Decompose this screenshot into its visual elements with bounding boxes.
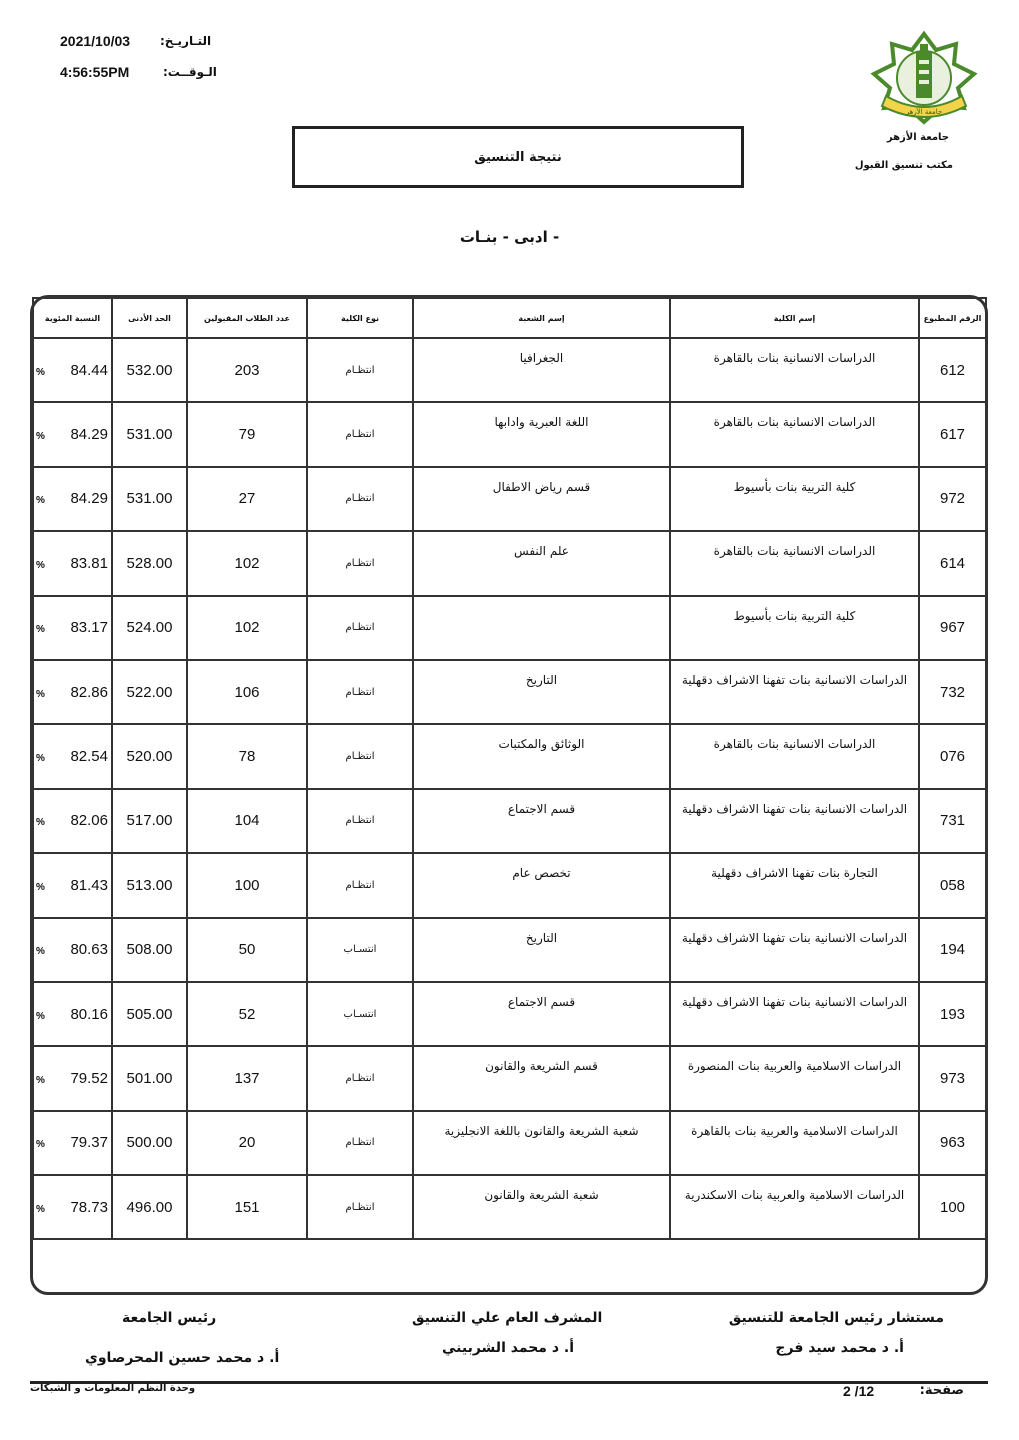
cell-college-name: الدراسات الانسانية بنات بالقاهرة (670, 338, 919, 402)
header-percentage: النسبة المئوية (33, 298, 112, 338)
table-row (33, 1175, 986, 1239)
office-name: مكتب تنسيق القبول (854, 160, 953, 171)
cell-college-name: الدراسات الانسانية بنات تفهنا الاشراف دقهلية (670, 660, 919, 724)
percentage-value: 80.16 (70, 1005, 108, 1023)
cell-college-name: الدراسات الانسانية بنات تفهنا الاشراف دقهلية (670, 918, 919, 982)
page-number: 2 /12 (843, 1383, 875, 1399)
advisor-title: مستشار رئيس الجامعة للتنسيق (728, 1310, 944, 1326)
cell-college-type: انتسـاب (307, 918, 413, 982)
cell-college-name: الدراسات الانسانية بنات تفهنا الاشراف دقهلية (670, 789, 919, 853)
cell-college-type: انتظـام (307, 338, 413, 402)
page-title: نتيجة التنسيق (474, 149, 562, 165)
percent-sign: % (36, 1074, 45, 1086)
header-college-name: إسم الكلية (670, 298, 919, 338)
table-row (33, 982, 986, 1046)
cell-percentage (33, 531, 112, 595)
cell-college-name: الدراسات الانسانية بنات بالقاهرة (670, 402, 919, 466)
cell-college-type: انتظـام (307, 531, 413, 595)
cell-accepted-count: 104 (187, 789, 307, 853)
cell-minimum: 522.00 (112, 660, 187, 724)
cell-accepted-count: 102 (187, 596, 307, 660)
percentage-value: 82.06 (70, 812, 108, 830)
cell-minimum: 531.00 (112, 402, 187, 466)
cell-percentage (33, 467, 112, 531)
results-table (32, 297, 987, 1240)
cell-college-name: الدراسات الانسانية بنات بالقاهرة (670, 724, 919, 788)
cell-accepted-count: 151 (187, 1175, 307, 1239)
cell-percentage (33, 1046, 112, 1110)
cell-percentage (33, 402, 112, 466)
time-label: الـوقــت: (163, 65, 217, 79)
cell-college-type: انتظـام (307, 789, 413, 853)
table-row (33, 918, 986, 982)
cell-college-type: انتظـام (307, 660, 413, 724)
cell-minimum: 501.00 (112, 1046, 187, 1110)
cell-percentage (33, 1175, 112, 1239)
percentage-value: 78.73 (70, 1198, 108, 1216)
university-logo-icon (868, 30, 980, 128)
percentage-value: 80.63 (70, 941, 108, 959)
cell-branch-name: قسم الاجتماع (413, 789, 670, 853)
date-value: 2021/10/03 (60, 33, 131, 49)
cell-code: 193 (919, 982, 986, 1046)
cell-college-type: انتسـاب (307, 982, 413, 1046)
percentage-value: 82.54 (70, 748, 108, 766)
cell-minimum: 532.00 (112, 338, 187, 402)
table-row (33, 853, 986, 917)
cell-branch-name: تخصص عام (413, 853, 670, 917)
cell-branch-name: قسم الاجتماع (413, 982, 670, 1046)
cell-minimum: 496.00 (112, 1175, 187, 1239)
cell-college-type: انتظـام (307, 724, 413, 788)
cell-branch-name: الوثائق والمكتبات (413, 724, 670, 788)
advisor-name: أ. د محمد سيد فرج (775, 1340, 904, 1356)
percentage-value: 84.29 (70, 490, 108, 508)
header-accepted-count: عدد الطلاب المقبولين (187, 298, 307, 338)
percent-sign: % (36, 688, 45, 700)
cell-branch-name: علم النفس (413, 531, 670, 595)
percentage-value: 84.44 (70, 361, 108, 379)
header-branch-name: إسم الشعبة (413, 298, 670, 338)
percent-sign: % (36, 817, 45, 829)
cell-college-type: انتظـام (307, 1175, 413, 1239)
cell-branch-name (413, 596, 670, 660)
page-label: صفحة: (919, 1383, 964, 1398)
title-box (292, 126, 744, 188)
table-row (33, 531, 986, 595)
cell-code: 617 (919, 402, 986, 466)
cell-accepted-count: 52 (187, 982, 307, 1046)
cell-percentage (33, 660, 112, 724)
table-row (33, 467, 986, 531)
cell-minimum: 505.00 (112, 982, 187, 1046)
cell-branch-name: قسم الشريعة والقانون (413, 1046, 670, 1110)
cell-branch-name: شعبة الشريعة والقانون (413, 1175, 670, 1239)
percent-sign: % (36, 881, 45, 893)
cell-branch-name: التاريخ (413, 660, 670, 724)
cell-code: 973 (919, 1046, 986, 1110)
cell-code: 194 (919, 918, 986, 982)
cell-code: 732 (919, 660, 986, 724)
cell-accepted-count: 106 (187, 660, 307, 724)
cell-accepted-count: 137 (187, 1046, 307, 1110)
table-row (33, 660, 986, 724)
cell-accepted-count: 50 (187, 918, 307, 982)
table-row (33, 1046, 986, 1110)
cell-code: 614 (919, 531, 986, 595)
cell-college-name: الدراسات الاسلامية والعربية بنات الاسكندرية (670, 1175, 919, 1239)
percent-sign: % (36, 431, 45, 443)
cell-accepted-count: 27 (187, 467, 307, 531)
cell-college-type: انتظـام (307, 1111, 413, 1175)
cell-accepted-count: 102 (187, 531, 307, 595)
percent-sign: % (36, 1010, 45, 1022)
table-row (33, 402, 986, 466)
percent-sign: % (36, 624, 45, 636)
table-row (33, 1111, 986, 1175)
cell-college-type: انتظـام (307, 402, 413, 466)
cell-code: 731 (919, 789, 986, 853)
cell-accepted-count: 79 (187, 402, 307, 466)
unit-name: وحدة النظم المعلومات و الشبكات (30, 1383, 196, 1394)
cell-college-name: كلية التربية بنات بأسيوط (670, 596, 919, 660)
header-college-type: نوع الكلية (307, 298, 413, 338)
cell-code: 058 (919, 853, 986, 917)
cell-percentage (33, 982, 112, 1046)
cell-minimum: 524.00 (112, 596, 187, 660)
cell-accepted-count: 20 (187, 1111, 307, 1175)
cell-accepted-count: 78 (187, 724, 307, 788)
table-row (33, 596, 986, 660)
cell-branch-name: اللغة العبرية وادابها (413, 402, 670, 466)
cell-percentage (33, 596, 112, 660)
header-minimum: الحد الأدنى (112, 298, 187, 338)
cell-accepted-count: 203 (187, 338, 307, 402)
cell-accepted-count: 100 (187, 853, 307, 917)
cell-branch-name: شعبة الشريعة والقانون باللغة الانجليزية (413, 1111, 670, 1175)
percentage-value: 83.81 (70, 554, 108, 572)
cell-college-name: الدراسات الاسلامية والعربية بنات المنصورة (670, 1046, 919, 1110)
percent-sign: % (36, 753, 45, 765)
cell-college-name: الدراسات الانسانية بنات تفهنا الاشراف دقهلية (670, 982, 919, 1046)
cell-college-name: الدراسات الانسانية بنات بالقاهرة (670, 531, 919, 595)
cell-code: 076 (919, 724, 986, 788)
cell-code: 612 (919, 338, 986, 402)
cell-branch-name: التاريخ (413, 918, 670, 982)
cell-college-type: انتظـام (307, 467, 413, 531)
cell-branch-name: الجغرافيا (413, 338, 670, 402)
university-name: جامعة الأزهر (886, 132, 949, 143)
percent-sign: % (36, 495, 45, 507)
percentage-value: 81.43 (70, 876, 108, 894)
cell-college-type: انتظـام (307, 596, 413, 660)
percentage-value: 79.52 (70, 1069, 108, 1087)
cell-code: 963 (919, 1111, 986, 1175)
cell-college-type: انتظـام (307, 1046, 413, 1110)
cell-percentage (33, 789, 112, 853)
cell-minimum: 513.00 (112, 853, 187, 917)
percent-sign: % (36, 946, 45, 958)
table-row (33, 338, 986, 402)
cell-college-type: انتظـام (307, 853, 413, 917)
cell-branch-name: قسم رياض الاطفال (413, 467, 670, 531)
supervisor-title: المشرف العام علي التنسيق (412, 1310, 603, 1326)
page-subtitle: - ادبى - بنـات (459, 228, 560, 246)
cell-minimum: 517.00 (112, 789, 187, 853)
percent-sign: % (36, 1203, 45, 1215)
percentage-value: 82.86 (70, 683, 108, 701)
supervisor-name: أ. د محمد الشربيني (442, 1340, 575, 1356)
president-name: أ. د محمد حسين المحرصاوي (85, 1350, 280, 1366)
cell-percentage (33, 724, 112, 788)
header-code: الرقم المطبوع (919, 298, 986, 338)
cell-college-name: كلية التربية بنات بأسيوط (670, 467, 919, 531)
cell-code: 967 (919, 596, 986, 660)
time-value: 4:56:55PM (60, 64, 130, 80)
percent-sign: % (36, 559, 45, 571)
cell-minimum: 520.00 (112, 724, 187, 788)
cell-percentage (33, 918, 112, 982)
cell-code: 100 (919, 1175, 986, 1239)
president-title: رئيس الجامعة (122, 1310, 217, 1326)
cell-minimum: 528.00 (112, 531, 187, 595)
logo-text: جامعة الأزهر (905, 108, 943, 116)
cell-percentage (33, 338, 112, 402)
cell-minimum: 531.00 (112, 467, 187, 531)
percent-sign: % (36, 1139, 45, 1151)
table-row (33, 789, 986, 853)
table-row (33, 724, 986, 788)
percentage-value: 83.17 (70, 619, 108, 637)
cell-percentage (33, 1111, 112, 1175)
date-label: التـاريـخ: (160, 34, 212, 48)
cell-college-name: الدراسات الاسلامية والعربية بنات بالقاهرة (670, 1111, 919, 1175)
percentage-value: 79.37 (70, 1134, 108, 1152)
cell-percentage (33, 853, 112, 917)
cell-minimum: 508.00 (112, 918, 187, 982)
cell-college-name: التجارة بنات تفهنا الاشراف دقهلية (670, 853, 919, 917)
percent-sign: % (36, 366, 45, 378)
cell-minimum: 500.00 (112, 1111, 187, 1175)
percentage-value: 84.29 (70, 426, 108, 444)
cell-code: 972 (919, 467, 986, 531)
table-header-row (33, 298, 986, 338)
